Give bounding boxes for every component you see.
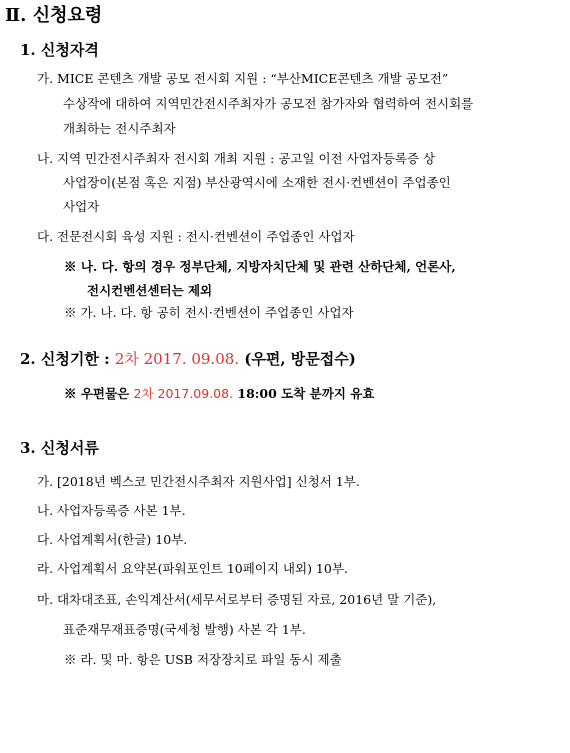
document-item: 라. 사업계획서 요약본(파워포인트 10페이지 내외) 10부.	[37, 561, 348, 576]
section-heading-documents: 3. 신청서류	[20, 439, 99, 457]
mail-note-prefix: ※ 우편물은	[64, 386, 134, 401]
document-item-ma-line2: 표준재무재표증명(국세청 발행) 사본 각 1부.	[63, 622, 306, 637]
mail-deadline-note	[64, 388, 374, 401]
mail-note-date: 2차 2017.09.08.	[133, 386, 234, 401]
usb-submission-note: ※ 라. 및 마. 항은 USB 저장장치로 파일 동시 제출	[64, 652, 342, 667]
eligibility-item-na-line1: 나. 지역 민간전시주최자 전시회 개최 지원 : 공고일 이전 사업자등록증 상	[37, 151, 436, 166]
mail-note-suffix: 18:00 도착 분까지 유효	[233, 386, 375, 401]
eligibility-item-na-line2: 사업장이(본점 혹은 지점) 부산광역시에 소재한 전시·컨벤션이 주업종인	[63, 175, 451, 190]
deadline-heading-label: 2. 신청기한 :	[20, 350, 115, 368]
document-item: 다. 사업계획서(한글) 10부.	[37, 532, 188, 547]
section-heading-eligibility: 1. 신청자격	[20, 41, 99, 59]
eligibility-item-da: 다. 전문전시회 육성 지원 : 전시·컨벤션이 주업종인 사업자	[37, 229, 355, 244]
eligibility-item-ga-line3: 개최하는 전시주최자	[63, 121, 176, 136]
document-item: 마. 대차대조표, 손익계산서(세무서로부터 증명된 자료, 2016년 말 기준),	[37, 592, 437, 607]
deadline-date: 2차 2017. 09.08.	[114, 350, 240, 368]
eligibility-item-ga-line1: 가. MICE 콘텐츠 개발 공모 전시회 지원 : “부산MICE콘텐츠 개발 공모전”	[37, 71, 449, 86]
common-requirement-note: ※ 가. 나. 다. 항 공히 전시·컨벤션이 주업종인 사업자	[64, 305, 354, 320]
eligibility-item-ga-line2: 수상작에 대하여 지역민간전시주최자가 공모전 참가자와 협력하여 전시회를	[63, 96, 474, 111]
section-heading-deadline	[20, 352, 356, 367]
exclusion-note-line1: ※ 나. 다. 항의 경우 정부단체, 지방자치단체 및 관련 산하단체, 언론사,	[64, 259, 456, 274]
page-title: Ⅱ. 신청요령	[5, 5, 103, 26]
exclusion-note-line2: 전시컨벤션센터는 제외	[87, 283, 213, 298]
document-item: 가. [2018년 벡스코 민간전시주최자 지원사업] 신청서 1부.	[37, 474, 360, 489]
deadline-method: (우편, 방문접수)	[239, 350, 356, 368]
eligibility-item-na-line3: 사업자	[63, 199, 100, 214]
document-item: 나. 사업자등록증 사본 1부.	[37, 503, 186, 518]
